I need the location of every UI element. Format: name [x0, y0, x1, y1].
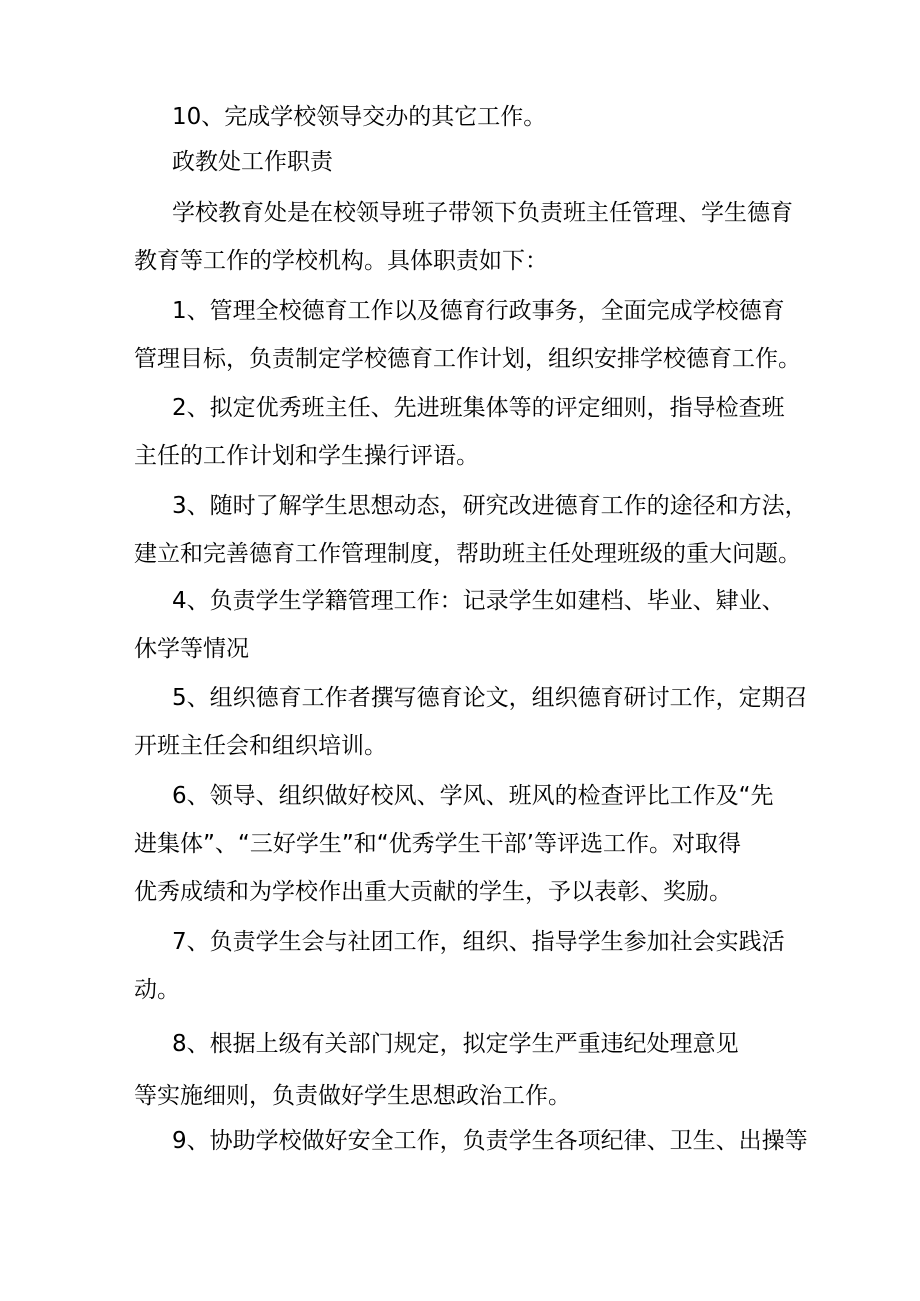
text-line: 学校教育处是在校领导班子带领下负责班主任管理、学生德育 [172, 200, 793, 226]
text-line: 7、负责学生会与社团工作，组织、指导学生参加社会实践活 [172, 929, 785, 955]
section-title: 政教处工作职责 [172, 149, 333, 175]
text-line: 开班主任会和组织培训。 [134, 733, 387, 759]
text-line: 教育等工作的学校机构。具体职责如下： [134, 248, 548, 274]
text-line: 主任的工作计划和学生操行评语。 [134, 443, 479, 469]
text-line: 管理目标，负责制定学校德育工作计划，组织安排学校德育工作。 [134, 346, 801, 372]
text-line: 休学等情况 [134, 636, 249, 662]
text-line: 2、拟定优秀班主任、先进班集体等的评定细则，指导检查班 [172, 395, 785, 421]
text-line: 进集体”、“三好学生”和“优秀学生干部’等评选工作。对取得 [134, 831, 741, 857]
text-line: 3、随时了解学生思想动态，研究改进德育工作的途径和方法， [172, 493, 808, 519]
text-line: 4、负责学生学籍管理工作：记录学生如建档、毕业、肄业、 [172, 588, 785, 614]
text-line: 6、领导、组织做好校风、学风、班风的检查评比工作及“先 [172, 783, 774, 809]
text-line: 建立和完善德育工作管理制度，帮助班主任处理班级的重大问题。 [134, 541, 801, 567]
text-line: 动。 [134, 977, 180, 1003]
text-line: 8、根据上级有关部门规定，拟定学生严重违纪处理意见 [172, 1031, 739, 1057]
text-line: 10、完成学校领导交办的其它工作。 [172, 104, 547, 130]
text-line: 1、管理全校德育工作以及德育行政事务，全面完成学校德育 [172, 298, 785, 324]
text-line: 优秀成绩和为学校作出重大贡献的学生，予以表彰、奖励。 [134, 879, 732, 905]
text-line: 等实施细则，负责做好学生思想政治工作。 [134, 1083, 571, 1109]
text-line: 9、协助学校做好安全工作，负责学生各项纪律、卫生、出操等 [172, 1128, 808, 1154]
text-line: 5、组织德育工作者撰写德育论文，组织德育研讨工作，定期召 [172, 685, 808, 711]
